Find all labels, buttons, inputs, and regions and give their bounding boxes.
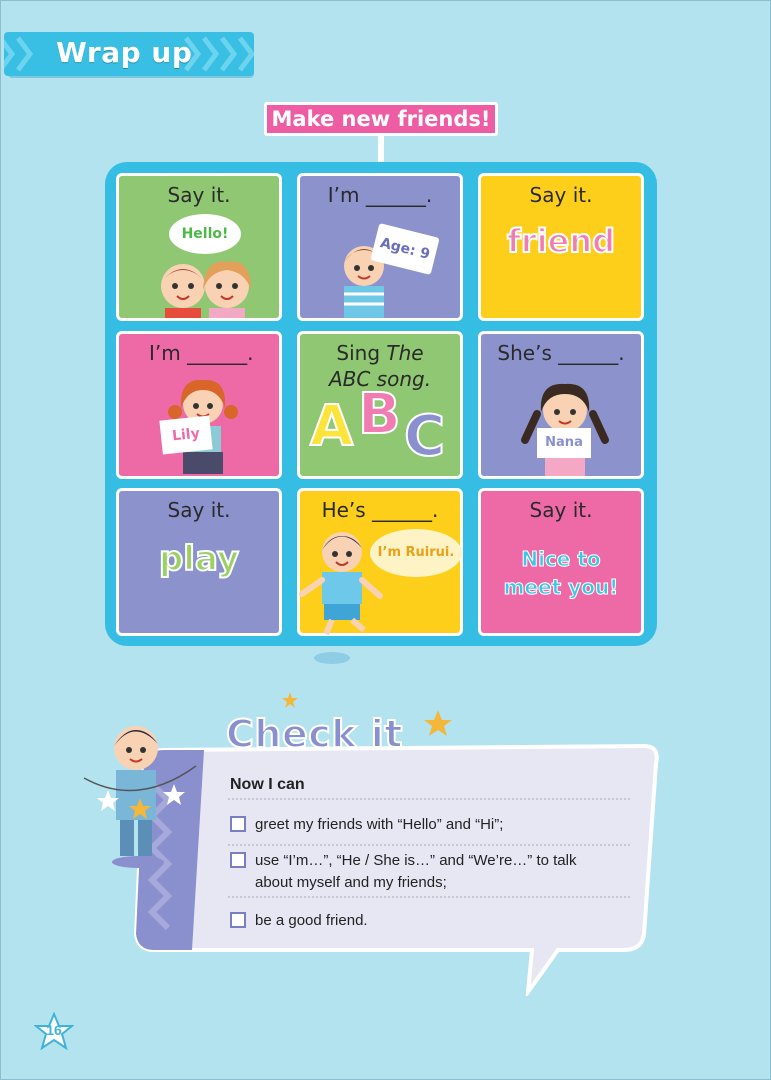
letter-a: A [310, 394, 354, 459]
checkbox[interactable] [230, 816, 246, 832]
cell-name-lily[interactable] [116, 331, 282, 479]
checklist-text [255, 850, 576, 894]
age-sign: Age: 9 [370, 223, 439, 275]
vocab-phrase [481, 545, 641, 601]
cell-nice-to-meet-you[interactable] [478, 488, 644, 636]
dotted-divider [228, 896, 630, 898]
letter-b: B [358, 382, 401, 447]
letter-c: C [404, 404, 446, 469]
vocab-word: friend [506, 222, 616, 260]
cell-caption: Say it. [167, 183, 231, 207]
phrase-line-2: meet you! [503, 575, 619, 599]
cell-name-nana[interactable] [478, 331, 644, 479]
page-number: 16 [46, 1022, 62, 1038]
cell-caption: Say it. [529, 498, 593, 522]
cell-abc-song[interactable] [297, 331, 463, 479]
checklist-item[interactable] [230, 814, 503, 836]
checklist-text: be a good friend. [255, 912, 368, 929]
cell-say-play[interactable] [116, 488, 282, 636]
cell-say-friend[interactable] [478, 173, 644, 321]
name-sign: Lily [159, 415, 212, 454]
cell-caption: Say it. [529, 183, 593, 207]
cell-caption: She’s ______. [497, 341, 625, 365]
phrase-line-1: Nice to [521, 547, 601, 571]
page-title: Wrap up [56, 36, 193, 69]
caption-the: The [386, 341, 424, 365]
speech-bubble: Hello! [169, 214, 241, 254]
cell-age[interactable] [297, 173, 463, 321]
caption-abc-song: ABC song. [328, 367, 432, 391]
checklist-text: greet my friends with “Hello” and “Hi”; [255, 816, 504, 833]
cell-caption: He’s ______. [321, 498, 439, 522]
girl-braids-illustration [515, 374, 615, 479]
caption-sing: Sing [336, 341, 387, 365]
dotted-divider [228, 798, 630, 800]
dotted-divider [228, 844, 630, 846]
two-kids-illustration [135, 256, 271, 321]
speech-bubble: I’m Ruirui. [370, 529, 462, 577]
vocab-word: play [158, 539, 240, 579]
activity-label: Make new friends! [264, 102, 498, 136]
cell-caption: Say it. [167, 498, 231, 522]
checklist-text-line: about myself and my friends; [255, 874, 447, 891]
checkbox[interactable] [230, 912, 246, 928]
checkbox[interactable] [230, 852, 246, 868]
cell-caption: I’m ______. [327, 183, 433, 207]
checklist-item[interactable] [230, 850, 576, 894]
now-i-can-heading: Now I can [230, 776, 305, 793]
name-sign: Nana [537, 428, 591, 458]
checklist-item[interactable] [230, 910, 368, 932]
cell-caption: I’m ______. [149, 341, 254, 365]
check-it-title: Check it [226, 712, 403, 756]
cell-say-hello[interactable] [116, 173, 282, 321]
checklist-text-line: use “I’m…”, “He / She is…” and “We’re…” to talk [255, 852, 577, 869]
jumping-boy-illustration [296, 522, 386, 666]
boy-with-garland-illustration [78, 718, 218, 878]
wrap-up-banner [4, 32, 254, 76]
